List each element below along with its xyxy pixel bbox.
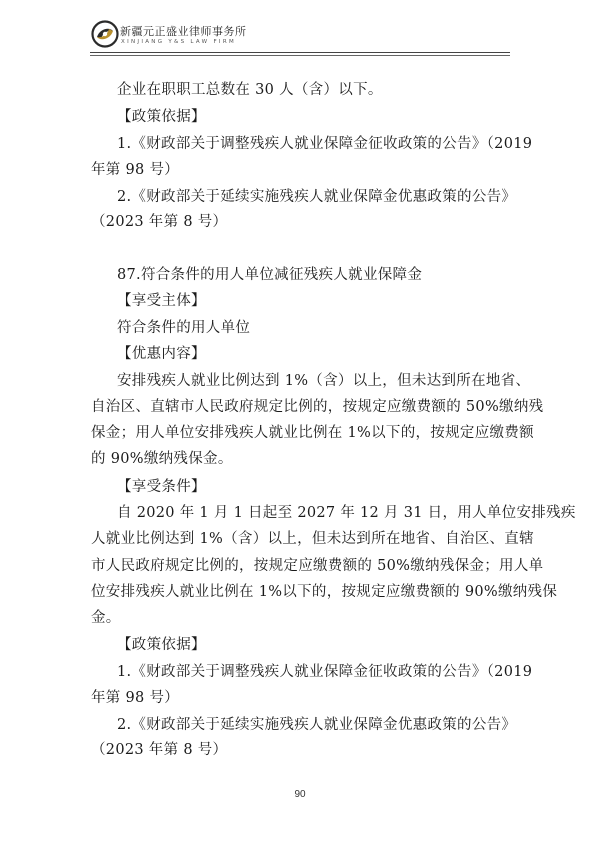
paragraph-line: 位安排残疾人就业比例在 1%以下的，按规定应缴费额的 90%缴纳残保 xyxy=(91,584,558,600)
paragraph-line: 1.《财政部关于调整残疾人就业保障金征收政策的公告》（2019 xyxy=(117,664,533,680)
paragraph-line: 人就业比例达到 1%（含）以上，但未达到所在地省、自治区、直辖 xyxy=(91,531,534,547)
paragraph-line: 符合条件的用人单位 xyxy=(117,320,251,336)
header-rule-thick xyxy=(90,52,510,53)
paragraph-line: 保金；用人单位安排残疾人就业比例在 1%以下的，按规定应缴费额 xyxy=(91,425,534,441)
page-number: 90 xyxy=(294,789,306,800)
firm-name-en: XINJIANG Y&S LAW FIRM xyxy=(121,39,237,45)
paragraph-line: 【优惠内容】 xyxy=(117,346,206,362)
paragraph-line: 年第 98 号） xyxy=(91,162,180,178)
paragraph-line: 的 90%缴纳残保金。 xyxy=(91,451,233,467)
paragraph-line: 2.《财政部关于延续实施残疾人就业保障金优惠政策的公告》 xyxy=(117,189,517,205)
paragraph-line: 自 2020 年 1 月 1 日起至 2027 年 12 月 31 日，用人单位安排残疾 xyxy=(117,505,576,521)
firm-name-cn: 新疆元正盛业律师事务所 xyxy=(120,25,247,38)
firm-logo-icon xyxy=(90,19,120,49)
paragraph-line: 市人民政府规定比例的，按规定应缴费额的 50%缴纳残保金；用人单 xyxy=(91,558,544,574)
paragraph-line: （2023 年第 8 号） xyxy=(91,214,228,230)
paragraph-line: 87.符合条件的用人单位减征残疾人就业保障金 xyxy=(117,267,423,283)
paragraph-line: （2023 年第 8 号） xyxy=(91,742,228,758)
paragraph-line: 【享受条件】 xyxy=(117,479,206,495)
header-rule-thin xyxy=(90,55,510,56)
paragraph-line: 【政策依据】 xyxy=(117,109,206,125)
paragraph-line: 【政策依据】 xyxy=(117,637,206,653)
paragraph-line: 年第 98 号） xyxy=(91,690,180,706)
paragraph-line: 企业在职职工总数在 30 人（含）以下。 xyxy=(117,82,383,98)
paragraph-line: 自治区、直辖市人民政府规定比例的，按规定应缴费额的 50%缴纳残 xyxy=(91,399,544,415)
paragraph-line: 金。 xyxy=(91,610,121,626)
paragraph-line: 1.《财政部关于调整残疾人就业保障金征收政策的公告》（2019 xyxy=(117,136,533,152)
letterhead xyxy=(90,17,520,53)
paragraph-line: 2.《财政部关于延续实施残疾人就业保障金优惠政策的公告》 xyxy=(117,717,517,733)
paragraph-line: 安排残疾人就业比例达到 1%（含）以上，但未达到所在地省、 xyxy=(117,373,531,389)
paragraph-line: 【享受主体】 xyxy=(117,293,206,309)
